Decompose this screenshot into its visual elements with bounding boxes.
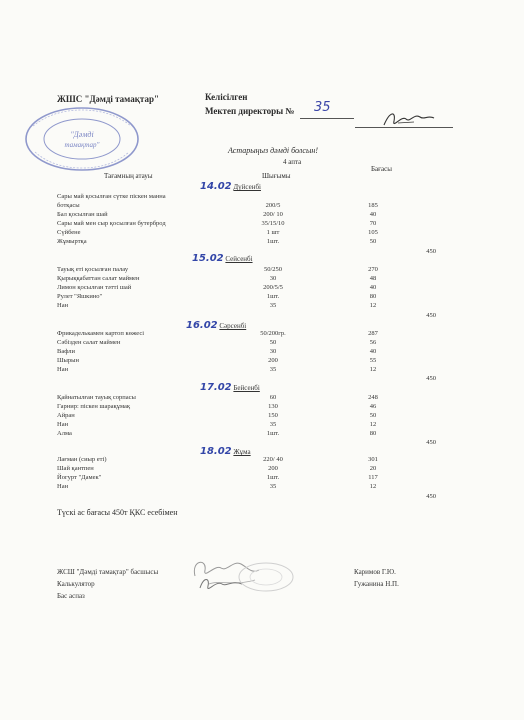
menu-item: Сары май мен сыр қосылған бутерброд 35/15/10 70 [57, 220, 377, 227]
menu-item: Қайнатылған тауық сорпасы 60 248 [57, 394, 378, 401]
signature-role: ЖСШ "Дәмді тамақтар" басшысы [57, 568, 159, 576]
menu-item: Нан 35 12 [57, 421, 377, 428]
menu-item: Лимон қосылған тәтті шай 200/5/5 40 [57, 284, 377, 291]
school-number-line [300, 118, 354, 119]
svg-text:тамақтар": тамақтар" [64, 141, 100, 149]
menu-item: Сәбізден салат маймен 50 56 [57, 339, 377, 346]
day-total: 450 [426, 493, 436, 500]
director-label: Мектеп директоры № [205, 106, 295, 116]
organization-name: ЖШС "Дәмді тамақтар" [57, 94, 159, 104]
menu-item: Йогурт "Дамек" 1шт. 117 [57, 474, 378, 481]
menu-item: Айран 150 50 [57, 412, 377, 419]
day-date: 14.02 [200, 181, 232, 192]
director-signature [380, 109, 438, 131]
menu-item: Лағман (сиыр еті) 220/ 40 301 [57, 456, 378, 463]
menu-item: Жұмыртқа 1шт. 50 [57, 238, 377, 245]
menu-item: Шырын 200 55 [57, 357, 377, 364]
column-header-output: Шығымы [262, 172, 291, 180]
signature-role: Калькулятор [57, 580, 95, 588]
menu-item: Нан 35 12 [57, 302, 377, 309]
menu-item: ботқасы 200/5 185 [57, 202, 378, 209]
menu-item: Сүйбене 1 шт 105 [57, 229, 378, 236]
menu-item: Қырыққабаттан салат маймен 30 48 [57, 275, 377, 282]
day-heading [192, 253, 253, 264]
day-name: Сәрсенбі [219, 322, 247, 330]
week-label: 4 апта [283, 158, 302, 166]
day-name: Сейсенбі [225, 255, 253, 263]
menu-item: Фрикаделькамен картоп көжесі 50/200гр. 287 [57, 330, 378, 337]
menu-item: Тауық еті қосылған палау 50/250 270 [57, 266, 378, 273]
menu-item: Нан 35 12 [57, 483, 377, 490]
menu-item: Алма 1шт. 80 [57, 430, 377, 437]
day-date: 18.02 [200, 446, 232, 457]
day-total: 450 [426, 312, 436, 319]
day-total: 450 [426, 439, 436, 446]
day-date: 17.02 [200, 382, 232, 393]
day-heading [200, 181, 261, 192]
day-total: 450 [426, 375, 436, 382]
menu-item: Рулет "Яшкино" 1шт. 80 [57, 293, 377, 300]
day-date: 15.02 [192, 253, 224, 264]
svg-text:"Дәмді: "Дәмді [70, 130, 94, 139]
signature-role: Бас аспаз [57, 592, 85, 600]
menu-item: Бал қосылған шай 200/ 10 40 [57, 211, 377, 218]
menu-item: Гарнир: піскен шарақұмақ 130 46 [57, 403, 377, 410]
day-name: Дүйсенбі [233, 183, 261, 191]
day-total: 450 [426, 248, 436, 255]
column-header-price: Бағасы [371, 165, 392, 173]
column-header-name: Тағамның атауы [104, 172, 153, 180]
signature-name: Каримов Г.Ю. [354, 568, 396, 576]
menu-item: Шай қантпен 200 20 [57, 465, 377, 472]
agreed-label: Келісілген [205, 92, 248, 102]
menu-item: Нан 35 12 [57, 366, 377, 373]
day-name: Бейсенбі [233, 384, 260, 392]
day-name: Жұма [233, 448, 251, 456]
menu-item: Сары май қосылған сүтке піскен манна [57, 193, 166, 200]
school-number-handwritten: 35 [314, 100, 331, 115]
menu-item: Вафли 30 40 [57, 348, 377, 355]
day-heading [200, 382, 260, 393]
menu-title: Астарыңыз дәмді болсын! [228, 146, 318, 155]
faded-stamp [236, 560, 296, 594]
day-date: 16.02 [186, 320, 218, 331]
signature-name: Гужанина Н.П. [354, 580, 399, 588]
lunch-price-note: Түскі ас бағасы 450т ҚКС есебімен [57, 508, 178, 517]
stamp-seal [23, 106, 141, 172]
